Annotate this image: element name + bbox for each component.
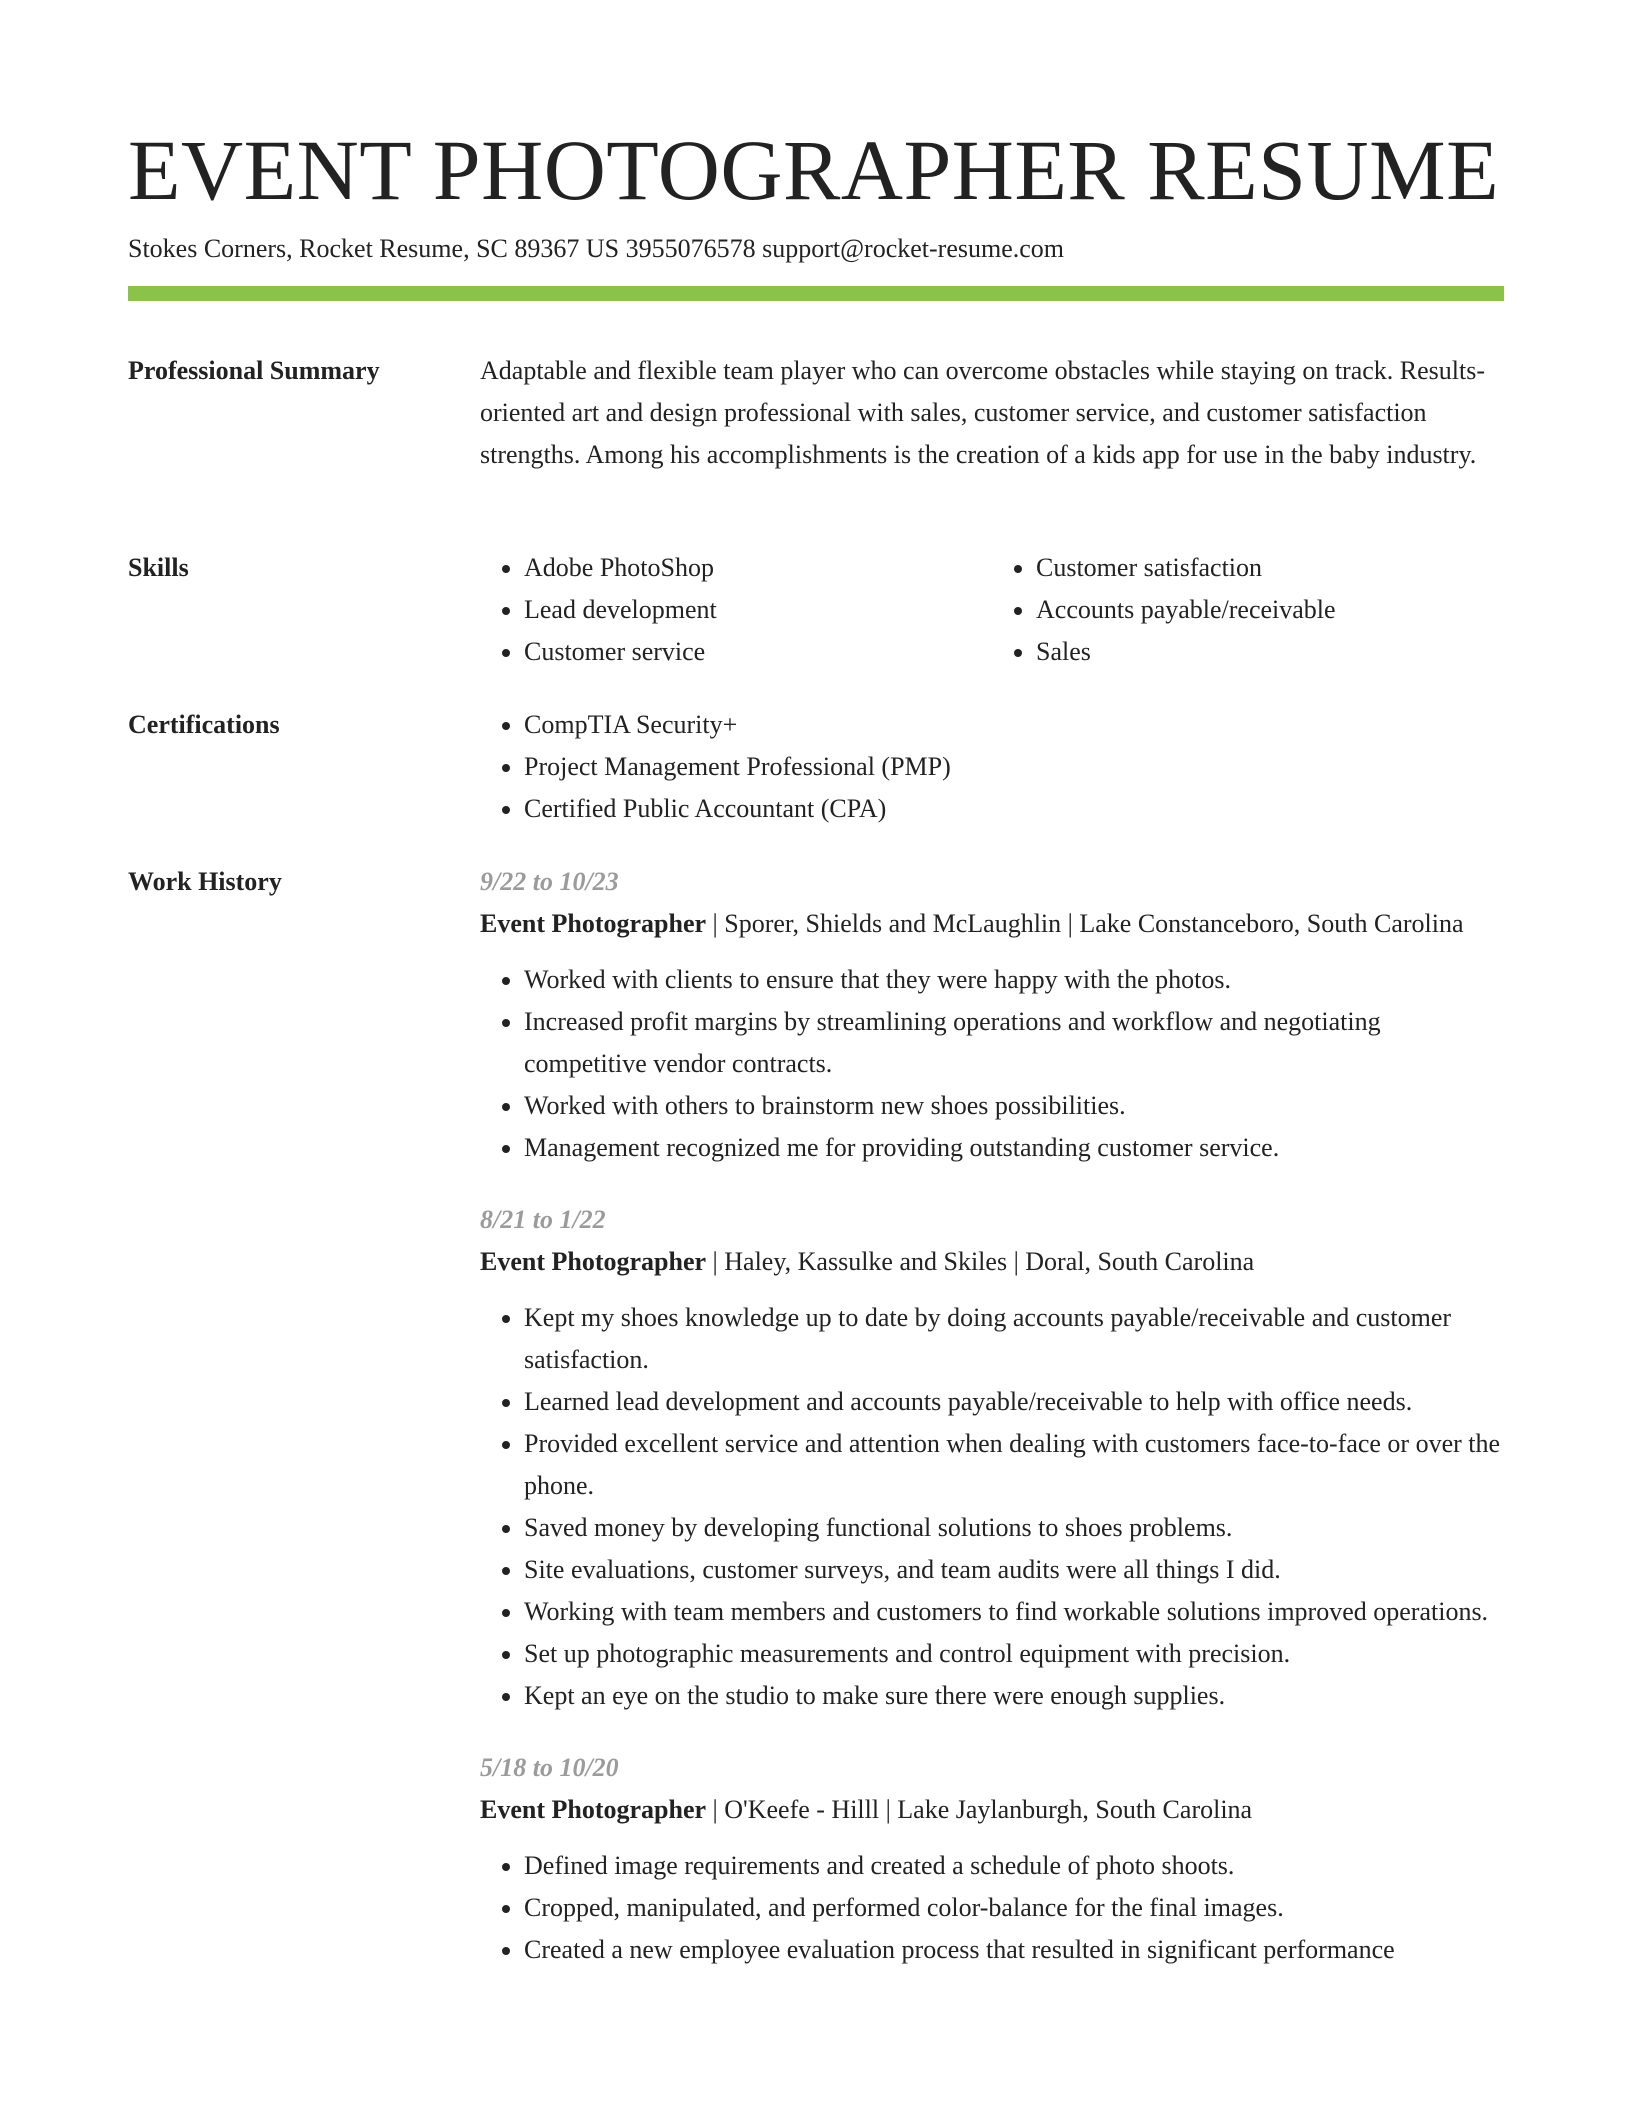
skills-column-1 [480,547,992,673]
job-bullet: • Set up photographic measurements and control equipment with precision. [524,1633,1504,1675]
job-heading [480,1789,1504,1831]
skill-item: • Adobe PhotoShop [524,547,992,589]
job-dates: 5/18 to 10/20 [480,1753,619,1782]
job-bullet: • Cropped, manipulated, and performed color-balance for the final images. [524,1887,1504,1929]
skill-item: • Customer service [524,631,992,673]
job-bullet: • Management recognized me for providing outstanding customer service. [524,1127,1504,1169]
work-history-label: Work History [128,867,282,896]
job-bullets [480,1297,1504,1717]
summary-body [480,350,1504,476]
job-bullet: • Worked with others to brainstorm new shoes possibilities. [524,1085,1504,1127]
summary-label: Professional Summary [128,356,380,385]
job-bullet: • Provided excellent service and attention when dealing with customers face-to-face or over the phone. [524,1423,1504,1507]
summary-text: Adaptable and flexible team player who can overcome obstacles while staying on track. Results-oriented art and design professional with sales, customer service, and customer satisfaction strengths. Among his accomplishments is the creation of a kids app for use in the baby industry. [480,356,1485,469]
accent-divider [128,286,1504,301]
job-title: Event Photographer [480,1795,707,1824]
skills-label: Skills [128,553,189,582]
certifications-label: Certifications [128,710,280,739]
certification-item: • CompTIA Security+ [524,704,1504,746]
job-entry [480,861,1504,1169]
job-heading [480,903,1504,945]
job-bullet: • Site evaluations, customer surveys, and team audits were all things I did. [524,1549,1504,1591]
job-bullet: • Kept an eye on the studio to make sure there were enough supplies. [524,1675,1504,1717]
skills-column-2 [992,547,1504,673]
job-bullet: • Increased profit margins by streamlining operations and workflow and negotiating competitive vendor contracts. [524,1001,1504,1085]
job-title: Event Photographer [480,1247,707,1276]
job-bullets [480,1845,1504,1971]
certifications-body [480,704,1504,830]
job-bullet: • Kept my shoes knowledge up to date by doing accounts payable/receivable and customer satisfaction. [524,1297,1504,1381]
job-title: Event Photographer [480,909,707,938]
skill-item: • Accounts payable/receivable [1036,589,1504,631]
skill-item: • Sales [1036,631,1504,673]
certification-item: • Project Management Professional (PMP) [524,746,1504,788]
job-entry [480,1747,1504,1971]
certification-item: • Certified Public Accountant (CPA) [524,788,1504,830]
skill-item: • Lead development [524,589,992,631]
job-details: | Sporer, Shields and McLaughlin | Lake Constanceboro, South Carolina [706,909,1464,938]
skills-body [480,547,1504,673]
contact-line: Stokes Corners, Rocket Resume, SC 89367 US 3955076578 support@rocket-resume.com [128,234,1065,263]
job-details: | Haley, Kassulke and Skiles | Doral, South Carolina [706,1247,1255,1276]
skill-item: • Customer satisfaction [1036,547,1504,589]
job-entry [480,1199,1504,1717]
job-bullet: • Defined image requirements and created a schedule of photo shoots. [524,1845,1504,1887]
certifications-list [480,704,1504,830]
job-bullet: • Saved money by developing functional solutions to shoes problems. [524,1507,1504,1549]
job-bullets [480,959,1504,1169]
work-history-body [480,861,1504,2001]
job-details: | O'Keefe - Hilll | Lake Jaylanburgh, South Carolina [706,1795,1253,1824]
job-bullet: • Created a new employee evaluation process that resulted in significant performance [524,1929,1504,1971]
job-heading [480,1241,1504,1283]
skills-grid [480,547,1504,673]
resume-title: EVENT PHOTOGRAPHER RESUME [128,122,1500,218]
job-dates: 9/22 to 10/23 [480,867,619,896]
job-bullet: • Learned lead development and accounts payable/receivable to help with office needs. [524,1381,1504,1423]
job-bullet: • Worked with clients to ensure that they were happy with the photos. [524,959,1504,1001]
job-bullet: • Working with team members and customers to find workable solutions improved operations. [524,1591,1504,1633]
job-dates: 8/21 to 1/22 [480,1205,606,1234]
